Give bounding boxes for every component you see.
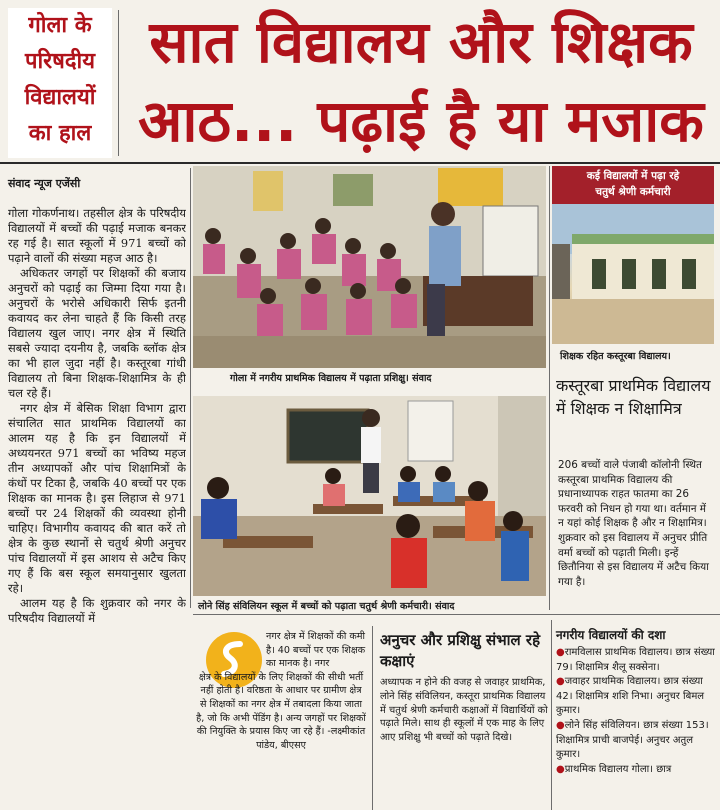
bullet-icon: ● [556,676,565,688]
photo-caption-3: शिक्षक रहित कस्तूरबा विद्यालय। [560,351,671,362]
list-item-text: जवाहर प्राथमिक विद्यालय। छात्र संख्या 42। शिक्षामित्र शशि निभा। अनुचर बिमल कुमार। [556,676,705,717]
byline: संवाद न्यूज एजेंसी [8,177,81,190]
side-article: 206 बच्चों वाले पंजाबी कॉलोनी स्थित कस्तूरबा प्राथमिक विद्यालय की प्रधानाध्यापक राहत फातमा का 26 फरवरी को निधन हो गया था। वर्तमान में न यहां कोई शिक्षक है और न शिक्षामित्र। शुक्रवार को इस विद्यालय में अनुचर प्रीति वर्मा बच्चों को पढ़ाती मिली। इन्हें छितौनिया से इस विद्यालय में अटैच किया गया है। [558,459,709,588]
section-rule [193,614,720,615]
list-item-text: लोने सिंह संविलियन। छात्र संख्या 153। शिक्षामित्र प्राची बाजपेई। अनुचर अतुल कुमार। [556,719,709,761]
bullet-icon: ● [556,763,565,775]
list-item [556,646,716,675]
subsection-heading: अनुचर और प्रशिक्षु संभाल रहे कक्षाएं [380,631,541,670]
article-paragraph: नगर क्षेत्र में बेसिक शिक्षा विभाग द्वारा संचालित सात प्राथमिक विद्यालयों का आलम यह है कि इन विद्यालयों में अध्ययनरत 971 बच्चों का भविष्य महज तीन अध्यापकों और पांच शिक्षामित्रों के कंधों पर टिका है, जबकि 40 बच्चों पर एक शिक्षक का मानक है। इस लिहाज से 971 बच्चों पर 24 शिक्षकों की व्यवस्था होनी चाहिए। विभागीय कवायद की बात करें तो क्षेत्र के कुछ स्थानों से चतुर्थ श्रेणी अनुचर पांच विद्यालयों में इस आशय से अटैच किए गए हैं कि बस स्कूल समयानुसार खुलता रहे। [8,401,186,595]
official-quote [196,630,366,752]
classroom-desks-icon [193,396,546,596]
list-item-text: प्राथमिक विद्यालय गोला। छात्र [564,763,672,775]
highlight-box-line: कई विद्यालयों में पढ़ा रहे [586,170,680,182]
classroom-photo-2 [193,396,546,596]
quote-intro: नगर क्षेत्र में शिक्षकों की कमी है। 40 बच्चों पर एक शिक्षक का मानक है। नगर [266,631,366,670]
list-item [556,675,716,719]
classroom-photo-1 [193,166,546,368]
headline-line-2: आठ... पढ़ाई है या मजाक [138,87,704,155]
section-tag [8,8,112,158]
column-divider [551,620,552,810]
header-rule [0,162,720,164]
list-item [556,719,716,763]
list-heading: नगरीय विद्यालयों की दशा [556,628,666,642]
headline-line-1: सात विद्यालय और शिक्षक [149,8,693,76]
header-divider [118,10,119,156]
column-divider [372,626,373,810]
section-tag-line: विद्यालयों [24,85,96,110]
list-item-text: रामविलास प्राथमिक विद्यालय। छात्र संख्या 79। शिक्षामित्र शैलू सक्सेना। [556,647,715,673]
highlight-box-line: चतुर्थ श्रेणी कर्मचारी [595,186,671,198]
main-article [8,206,186,810]
article-paragraph: आलम यह है कि शुक्रवार को नगर के परिषदीय विद्यालयों में [8,596,186,625]
section-tag-line: गोला के [28,13,92,38]
school-list [556,646,716,777]
column-divider [549,166,550,610]
column-divider [190,168,191,608]
side-heading: कस्तूरबा प्राथमिक विद्यालय में शिक्षक न शिक्षामित्र [556,376,711,418]
quote-body: क्षेत्र के विद्यालयों के लिए शिक्षकों की सीधी भर्ती नहीं होती है। वरिष्ठता के आधार पर ग्रामीण क्षेत्र से शिक्षकों का नगर क्षेत्र में तबादला किया जाता है, जो कि अभी पेंडिंग है। अन्य जगहों पर शिक्षकों की नियुक्ति के प्रयास किए जा रहे हैं। -लक्ष्मीकांत पांडेय, बीएसए [196,671,366,751]
headline [122,2,720,160]
photo-caption-2: लोने सिंह संविलियन स्कूल में बच्चों को पढ़ाता चतुर्थ श्रेणी कर्मचारी। संवाद [198,601,455,612]
bullet-icon: ● [556,719,565,731]
list-item [556,763,716,778]
section-tag-line: का हाल [28,121,92,146]
classroom-scene-icon [193,166,546,368]
article-paragraph: गोला गोकर्णनाथ। तहसील क्षेत्र के परिषदीय विद्यालयों में बच्चों की पढ़ाई मजाक बनकर रह गई है। सात स्कूलों में 971 बच्चों को पढ़ाने वालों की संख्या महज आठ है। [8,206,186,265]
bullet-icon: ● [556,647,565,658]
school-building-photo [552,204,714,344]
subsection-article: अध्यापक न होने की वजह से जवाहर प्राथमिक, लोने सिंह संविलियन, कस्तूरा प्राथमिक विद्यालय में चतुर्थ श्रेणी कर्मचारी कक्षाओं में विद्यार्थियों को पढ़ाते मिले। साथ ही स्कूलों में एक माह के लिए आए प्रशिक्षु भी बच्चों को पढ़ाते दिखे। [380,677,548,744]
highlight-box [552,166,714,204]
building-icon [552,204,714,344]
article-paragraph: अधिकतर जगहों पर शिक्षकों की बजाय अनुचरों को पढ़ाई का जिम्मा दिया गया है। अनुचरों के भरोसे अधिकारी सिर्फ इतनी कवायद कर लेना चाहते हैं कि किसी तरह विद्यालय खुल जाए। नगर क्षेत्र में स्थिति सबसे ज्यादा दयनीय है, जबकि ब्लॉक क्षेत्र का भी हाल जुदा नहीं है। कस्तूरबा गांधी विद्यालय तो बिना शिक्षक-शिक्षामित्र के ही चल रहे हैं। [8,266,186,400]
section-tag-line: परिषदीय [24,49,96,74]
photo-caption-1: गोला में नगरीय प्राथमिक विद्यालय में पढ़ाता प्रशिक्षु। संवाद [230,373,432,384]
